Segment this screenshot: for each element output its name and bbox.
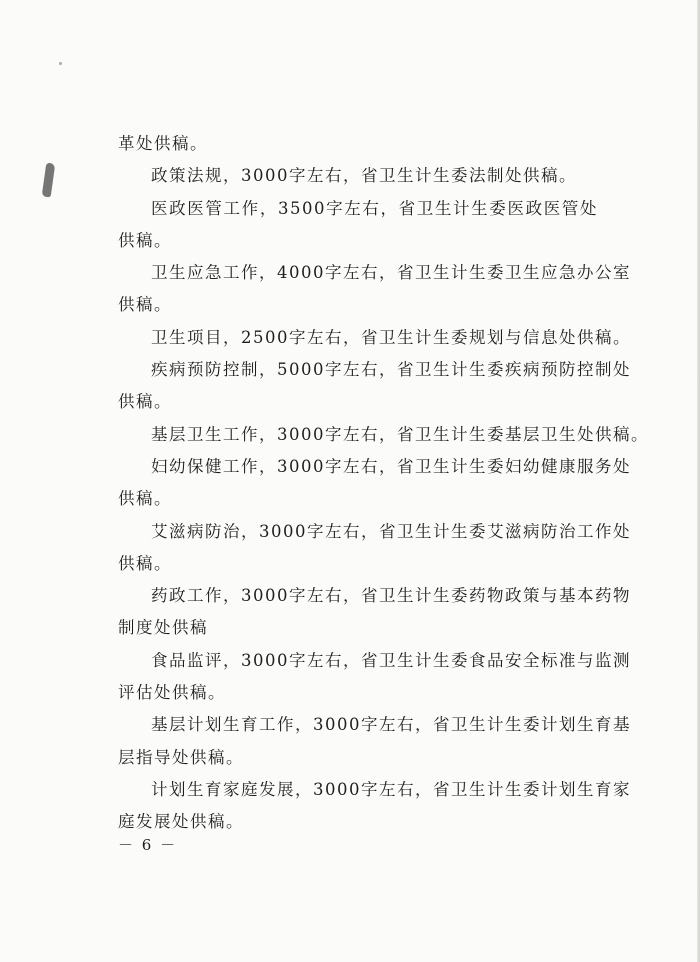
text-line: 基层计划生育工作，3000字左右，省卫生计生委计划生育基 — [151, 715, 631, 735]
text-line: 供稿。 — [118, 392, 172, 412]
text-line: 药政工作，3000字左右，省卫生计生委药物政策与基本药物 — [151, 586, 631, 606]
text-line: 庭发展处供稿。 — [118, 812, 244, 832]
text-line: 基层卫生工作，3000字左右，省卫生计生委基层卫生处供稿。 — [151, 424, 649, 444]
text-line: 医政医管工作，3500字左右，省卫生计生委医政医管处 — [151, 198, 598, 218]
ink-smudge-mark — [42, 163, 56, 198]
text-line: 艾滋病防治，3000字左右，省卫生计生委艾滋病防治工作处 — [151, 521, 631, 541]
scan-dust-mark — [59, 62, 62, 65]
text-line: 卫生应急工作，4000字左右，省卫生计生委卫生应急办公室 — [151, 263, 631, 283]
text-line: 革处供稿。 — [118, 134, 208, 153]
text-line: 计划生育家庭发展，3000字左右，省卫生计生委计划生育家 — [151, 779, 631, 799]
text-line: 疾病预防控制，5000字左右，省卫生计生委疾病预防控制处 — [151, 360, 631, 380]
text-line: 妇幼保健工作，3000字左右，省卫生计生委妇幼健康服务处 — [151, 456, 631, 476]
text-line: 供稿。 — [118, 295, 172, 315]
text-line: 食品监评，3000字左右，省卫生计生委食品安全标准与监测 — [151, 650, 631, 670]
text-line: 卫生项目，2500字左右，省卫生计生委规划与信息处供稿。 — [151, 327, 631, 347]
text-line: 评估处供稿。 — [118, 683, 226, 703]
text-line: 制度处供稿 — [118, 618, 208, 638]
page-number: － 6 － — [118, 836, 178, 854]
body-text — [118, 128, 649, 839]
text-line: 政策法规，3000字左右，省卫生计生委法制处供稿。 — [151, 166, 577, 186]
text-line: 层指导处供稿。 — [118, 747, 244, 767]
text-line: 供稿。 — [118, 230, 172, 250]
text-line: 供稿。 — [118, 553, 172, 573]
text-line: 供稿。 — [118, 489, 172, 509]
